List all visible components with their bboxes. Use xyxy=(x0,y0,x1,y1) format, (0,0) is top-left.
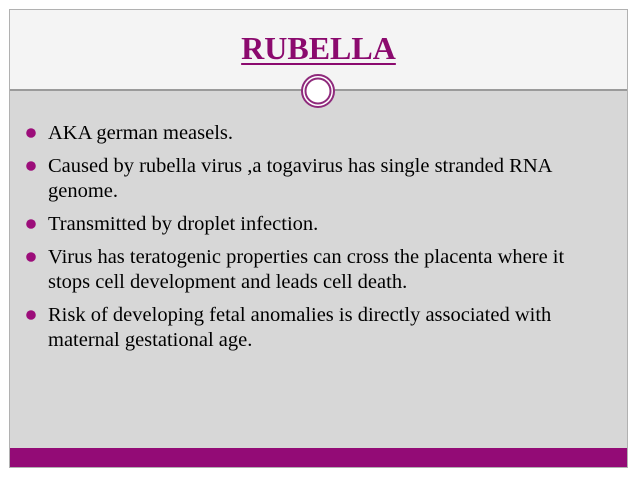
bullet-text: Caused by rubella virus ,a togavirus has single stranded RNA genome. xyxy=(48,155,552,202)
slide-title: RUBELLA xyxy=(241,30,396,66)
bullet-text: Transmitted by droplet infection. xyxy=(48,213,319,235)
bullet-text: Virus has teratogenic properties can cross the placenta where it stops cell development and leads cell death. xyxy=(48,246,565,293)
round-bullet-icon xyxy=(26,310,36,320)
bullet-item xyxy=(24,303,594,353)
round-bullet-icon xyxy=(26,252,36,262)
bullet-text: AKA german measels. xyxy=(48,122,234,144)
bullet-text: Risk of developing fetal anomalies is directly associated with maternal gestational age. xyxy=(48,304,552,351)
bullet-item xyxy=(24,212,594,237)
bullet-list xyxy=(24,121,594,361)
double-circle-ornament-icon xyxy=(301,74,335,108)
bullet-item xyxy=(24,245,594,295)
content-area xyxy=(10,91,627,448)
footer-bar xyxy=(10,448,627,467)
round-bullet-icon xyxy=(26,161,36,171)
bullet-item xyxy=(24,154,594,204)
round-bullet-icon xyxy=(26,219,36,229)
round-bullet-icon xyxy=(26,128,36,138)
slide xyxy=(9,9,628,468)
bullet-item xyxy=(24,121,594,146)
